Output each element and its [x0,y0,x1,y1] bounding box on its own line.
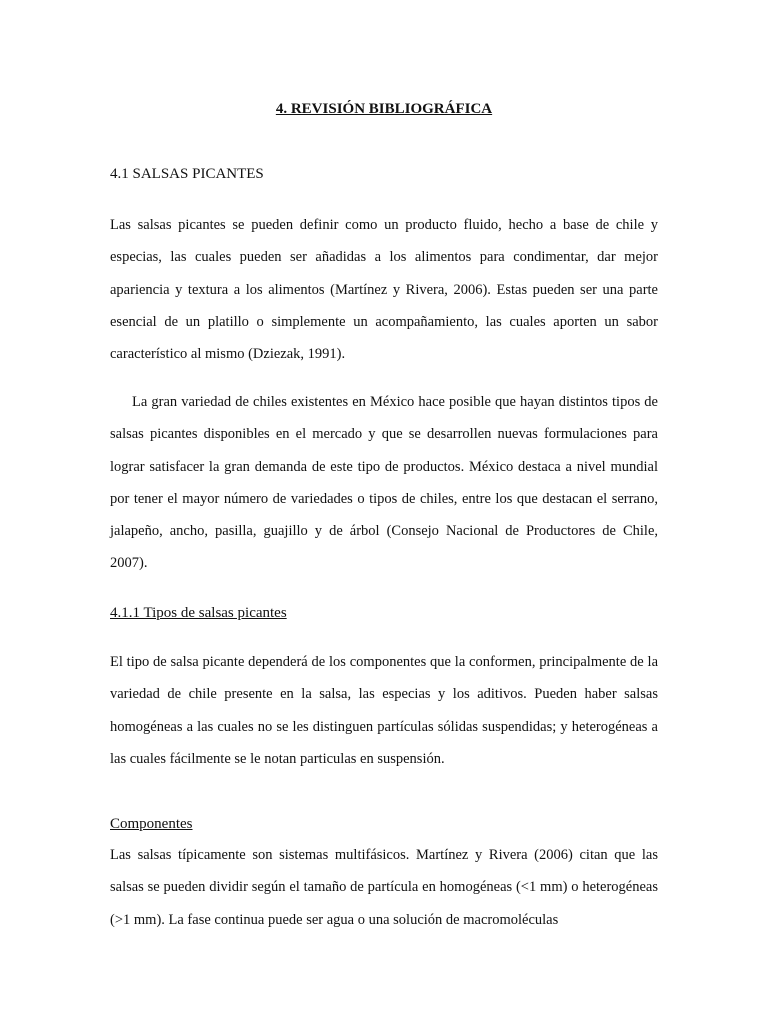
paragraph-components: Las salsas típicamente son sistemas multifásicos. Martínez y Rivera (2006) citan que las salsas se pueden dividir según el tamaño de partícula en homogéneas (<1 mm) o heterogéneas (>1 mm). La fase continua puede ser agua o una solución de macromoléculas [110,847,658,928]
components-heading: Componentes [110,816,193,832]
paragraph-salsa-types: El tipo de salsa picante dependerá de los componentes que la conformen, principalmente de la variedad de chile presente en la salsa, las especias y los aditivos. Pueden haber salsas homogéneas a las cuales no se les distinguen partículas sólidas suspendidas; y heterogéneas a las cuales fácilmente se le notan particulas en suspensión. [110,654,658,767]
subsection-heading: 4.1.1 Tipos de salsas picantes [110,605,287,621]
section-heading: 4.1 SALSAS PICANTES [110,166,264,182]
page-title: 4. REVISIÓN BIBLIOGRÁFICA [275,101,493,117]
paragraph-chile-variety: La gran variedad de chiles existentes en México hace posible que hayan distintos tipos de salsas picantes disponibles en el mercado y que se desarrollen nuevas formulaciones para lograr satisfacer la gran demanda de este tipo de productos. México destaca a nivel mundial por tener el mayor número de variedades o tipos de chiles, entre los que destacan el serrano, jalapeño, ancho, pasilla, guajillo y de árbol (Consejo Nacional de Productores de Chile, 2007). [110,394,658,572]
paragraph-definition: Las salsas picantes se pueden definir como un producto fluido, hecho a base de chile y especias, las cuales pueden ser añadidas a los alimentos para condimentar, dar mejor apariencia y textura a los alimentos (Martínez y Rivera, 2006). Estas pueden ser una parte esencial de un platillo o simplemente un acompañamiento, las cuales aporten un sabor característico al mismo (Dziezak, 1991). [110,217,658,363]
